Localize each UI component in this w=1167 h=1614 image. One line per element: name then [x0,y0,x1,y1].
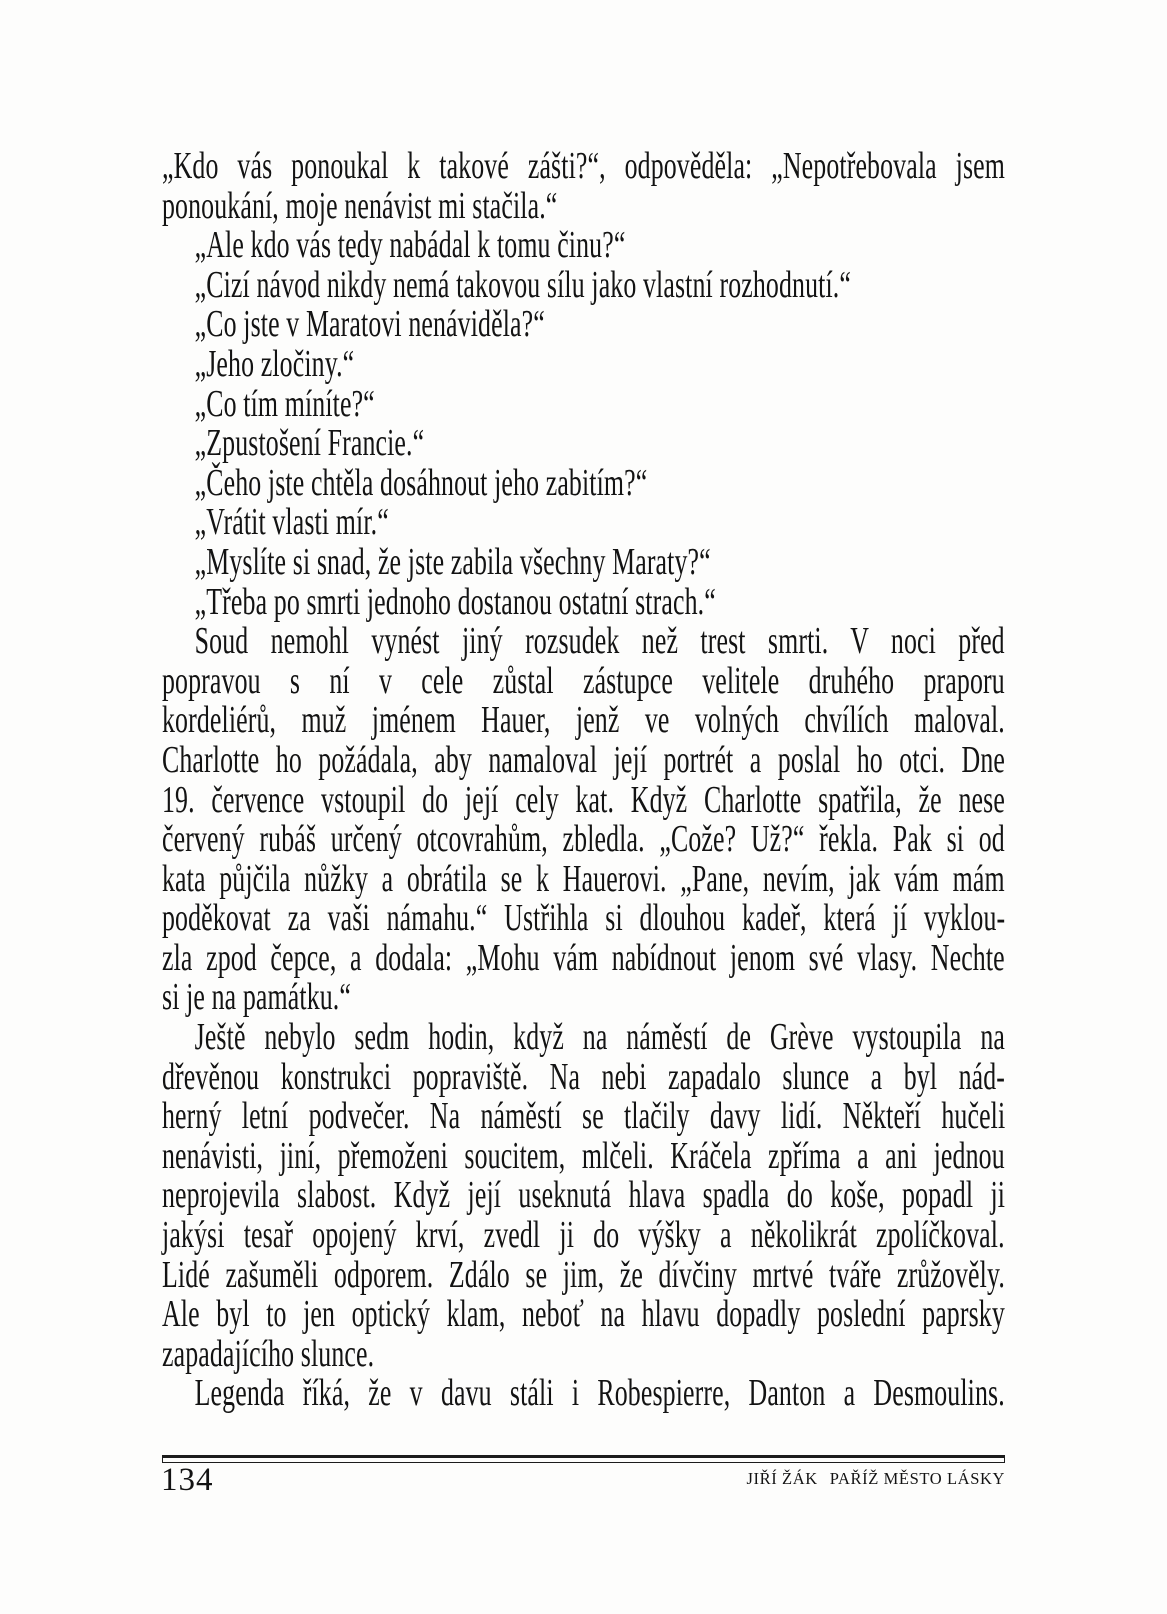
text-line: jakýsi tesař opojený krví, zvedl ji do výšky a několikrát zpolíčkoval. [162,1214,1005,1257]
text-line: zla zpod čepce, a dodala: „Mohu vám nabídnout jenom své vlasy. Nechte [162,936,1005,979]
text-line: „Jeho zločiny.“ [194,342,355,385]
text-line: „Co jste v Maratovi nenáviděla?“ [194,303,545,346]
text-line: neprojevila slabost. Když její useknutá hlava spadla do koše, popadl ji [162,1174,1006,1217]
text-line: kordeliérů, muž jménem Hauer, jenž ve volných chvílích maloval. [162,699,1005,742]
text-line: Soud nemohl vynést jiný rozsudek než trest smrti. V noci před [194,620,1005,663]
text-line: „Co tím míníte?“ [194,382,375,425]
text-line: Lidé zašuměli odporem. Zdálo se jim, že dívčiny mrtvé tváře zrůžověly. [162,1253,1005,1296]
text-line: popravou s ní v cele zůstal zástupce velitele druhého praporu [162,659,1005,702]
text-line: Charlotte ho požádala, aby namaloval její portrét a poslal ho otci. Dne [162,738,1006,781]
text-line: „Cizí návod nikdy nemá takovou sílu jako vlastní rozhodnutí.“ [194,263,851,306]
text-line: „Myslíte si snad, že jste zabila všechny Maraty?“ [194,540,711,583]
running-footer-title: PAŘÍŽ MĚSTO LÁSKY [829,1469,1005,1488]
text-line: dřevěnou konstrukci popraviště. Na nebi zapadalo slunce a byl nád- [162,1055,1006,1098]
text-line: Legenda říká, že v davu stáli i Robespierre, Danton a Desmoulins. [194,1372,1005,1415]
footer-rule [162,1455,1005,1463]
text-line: herný letní podvečer. Na náměstí se tlačily davy lidí. Někteří hučeli [162,1095,1006,1138]
text-line: „Kdo vás ponoukal k takové zášti?“, odpověděla: „Nepotřebovala jsem [162,145,1005,187]
page-number: 134 [161,1462,214,1498]
text-line: „Čeho jste chtěla dosáhnout jeho zabitím?“ [194,461,648,504]
text-line: ponoukání, moje nenávist mi stačila.“ [162,184,558,227]
text-line: poděkovat za vaši námahu.“ Ustřihla si dlouhou kadeř, která jí vyklou- [162,897,1006,940]
body-text [162,147,1005,1414]
text-line: „Vrátit vlasti mír.“ [194,501,389,544]
text-line: zapadajícího slunce. [162,1332,375,1375]
text-line: „Ale kdo vás tedy nabádal k tomu činu?“ [194,224,626,267]
text-line: 19. července vstoupil do její cely kat. Když Charlotte spatřila, že nese [162,778,1005,821]
text-line: si je na památku.“ [162,976,352,1019]
text-line: červený rubáš určený otcovrahům, zbledla. „Cože? Už?“ řekla. Pak si od [162,818,1005,861]
text-line: „Třeba po smrti jednoho dostanou ostatní strach.“ [194,580,716,623]
running-footer-author: JIŘÍ ŽÁK [746,1469,818,1488]
text-line: nenávisti, jiní, přemoženi soucitem, mlčeli. Kráčela zpříma a ani jednou [162,1134,1005,1177]
text-line: „Zpustošení Francie.“ [194,422,425,465]
text-line: kata půjčila nůžky a obrátila se k Hauerovi. „Pane, nevím, jak vám mám [162,857,1005,900]
text-line: Ještě nebylo sedm hodin, když na náměstí de Grève vystoupila na [194,1016,1005,1059]
running-footer [747,1469,1006,1489]
text-line: Ale byl to jen optický klam, neboť na hlavu dopadly poslední paprsky [162,1293,1005,1336]
